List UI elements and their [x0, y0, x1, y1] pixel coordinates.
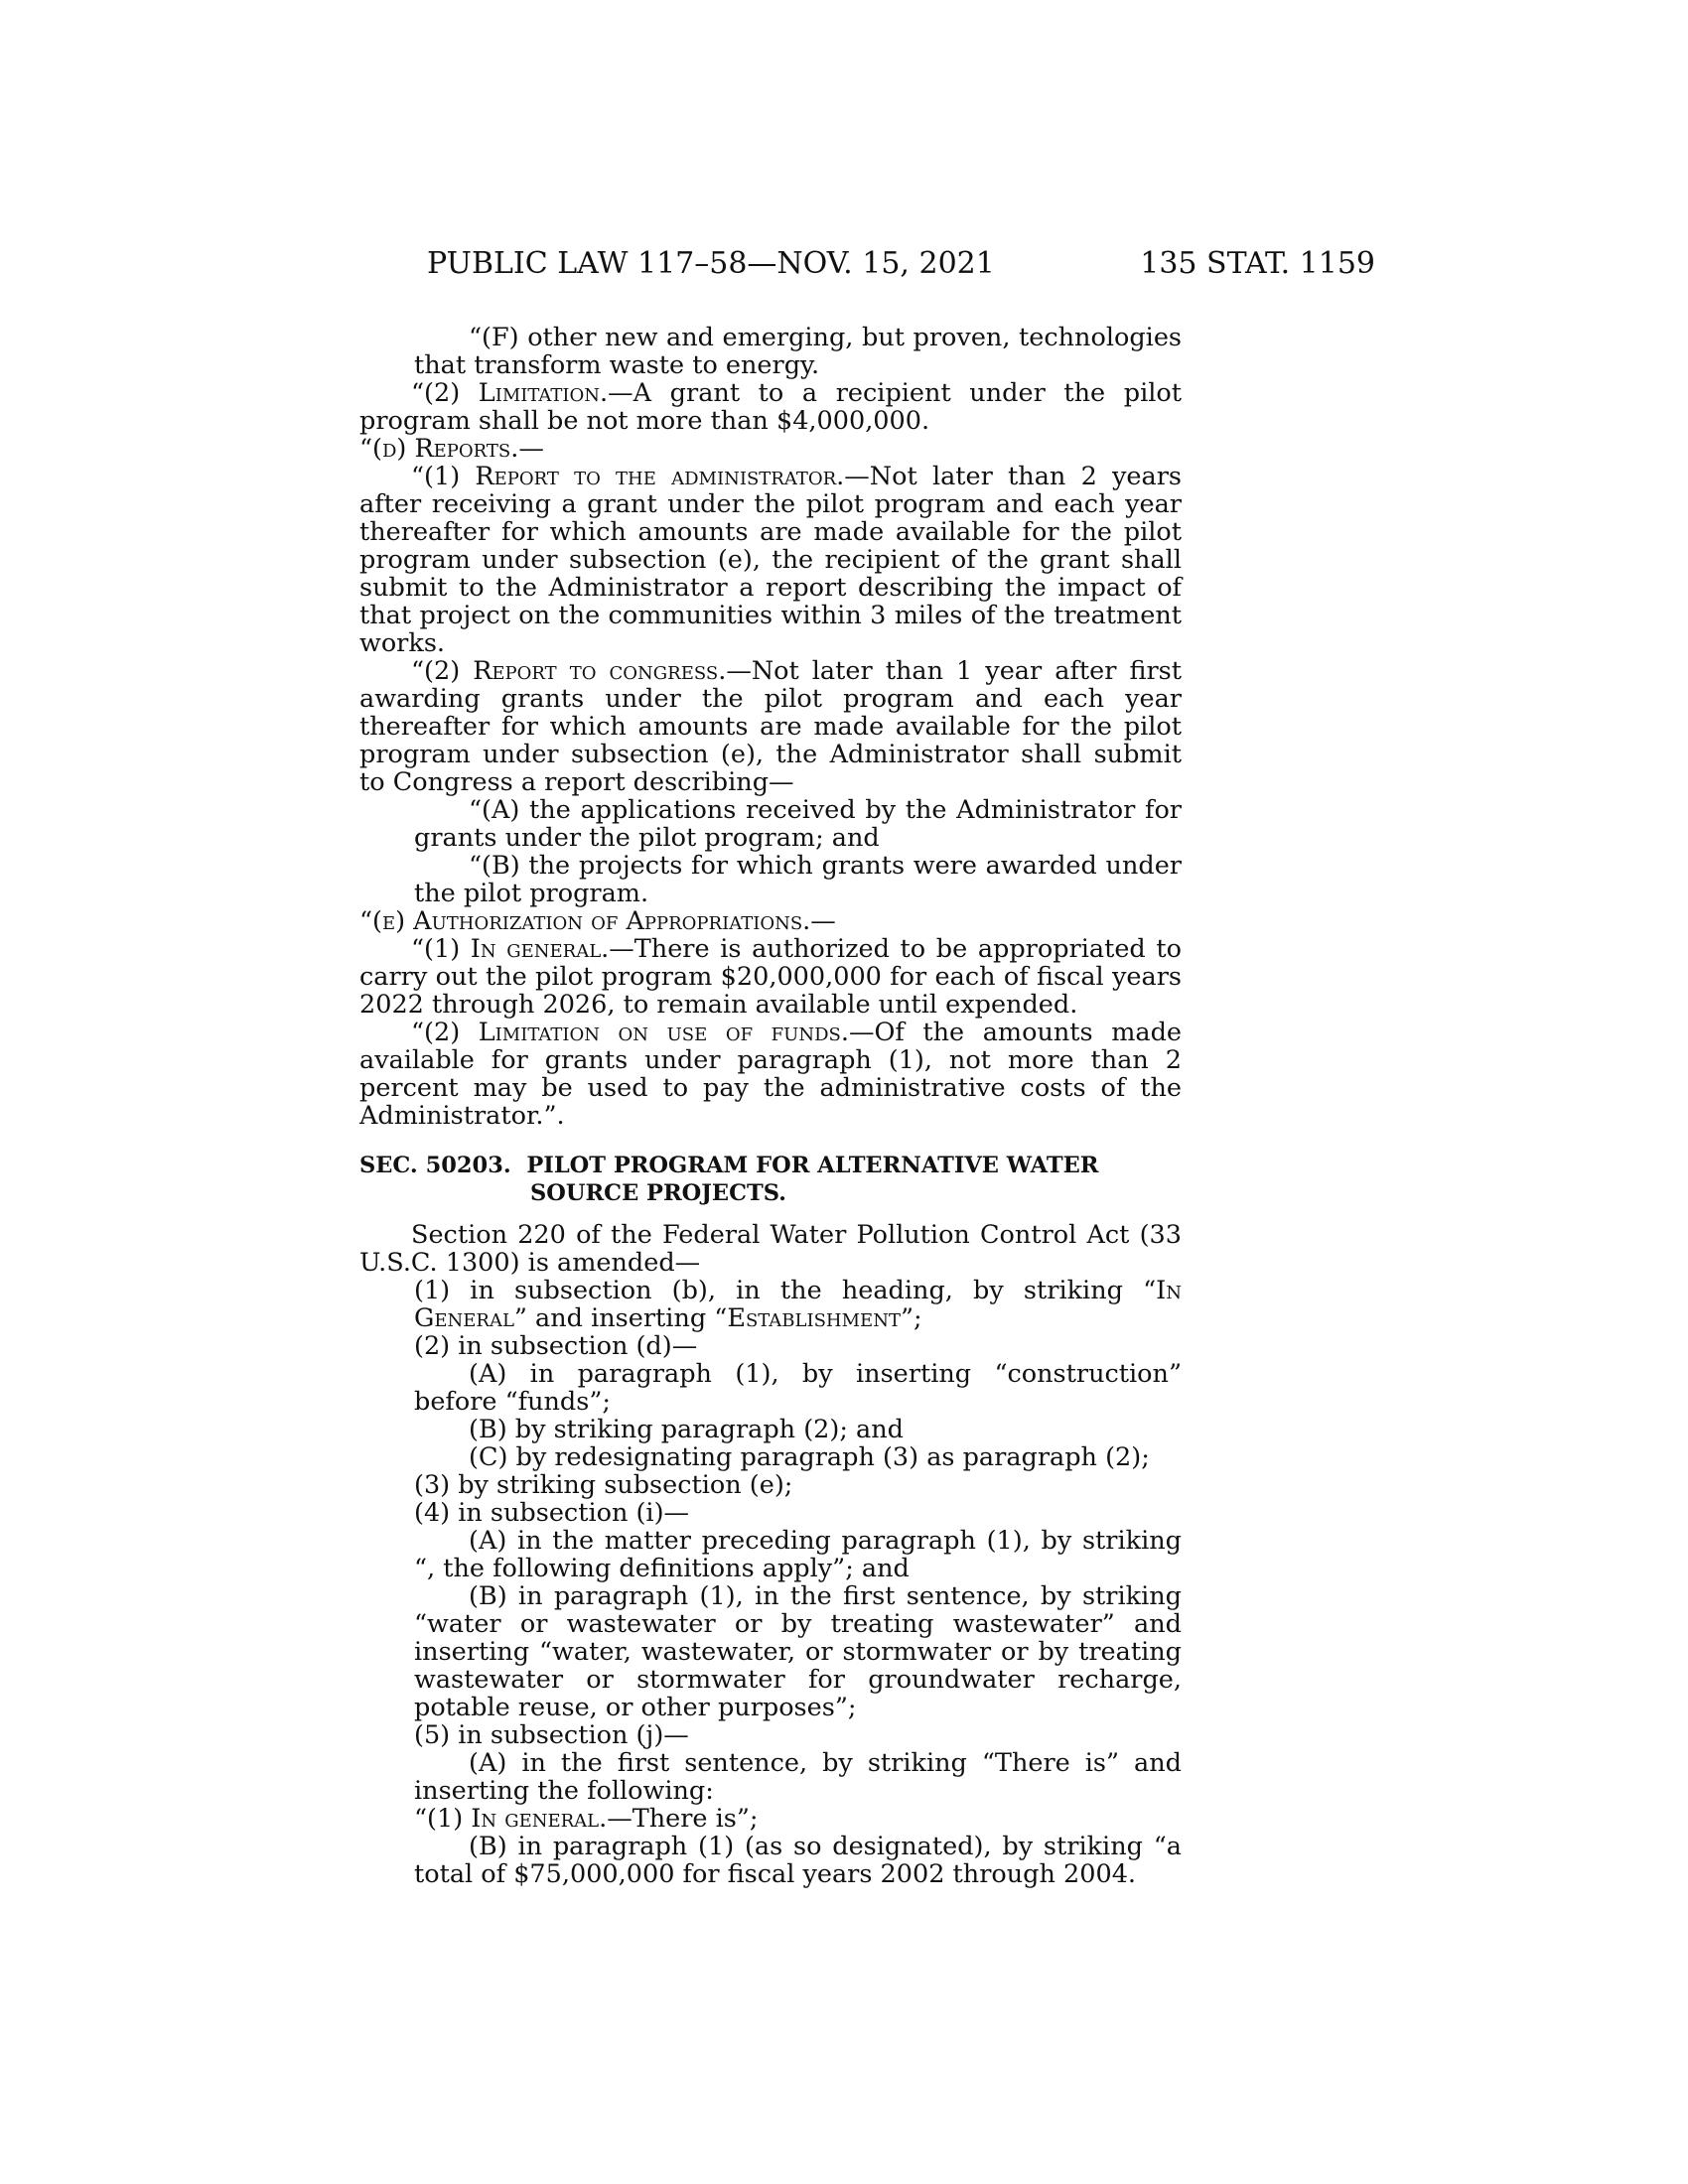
- paragraph-text: —Not later than 1 year after first awarding grants under the pilot program and each year thereafter for which amounts are made available for the pilot program under subsection (e), the Administrator shall submit to Congress a report describing—: [359, 656, 1182, 797]
- paragraph: [359, 463, 1182, 657]
- paragraph: (B) in paragraph (1) (as so designated), by striking “a total of $75,000,000 for fiscal years 2002 through 2004.: [414, 1832, 1182, 1889]
- small-caps-text: Establishment: [727, 1303, 901, 1333]
- paragraph: (3) by striking subsection (e);: [414, 1470, 793, 1500]
- paragraph-text: —There is”;: [607, 1804, 759, 1834]
- paragraph-text: —Not later than 2 years after receiving a grant under the pilot program and each year thereafter for which amounts are made available for the pilot program under subsection (e), the recipient of the grant shall submit to the Administrator a report describing the impact of that project on the communities within 3 miles of the treatment works.: [359, 462, 1183, 658]
- paragraph-text: —Of the amounts made available for grants under paragraph (1), not more than 2 percent may be used to pay the administrative costs of the Administrator.”.: [359, 1018, 1182, 1131]
- paragraph-heading: “(1) In general.: [411, 934, 610, 964]
- paragraph-heading: “(d) Reports.: [359, 434, 519, 464]
- paragraph-text: —: [810, 906, 836, 936]
- section-title: PILOT PROGRAM FOR ALTERNATIVE WATER SOURCE PROJECTS.: [526, 1153, 1099, 1206]
- paragraph-text: ” and inserting “: [513, 1303, 728, 1333]
- paragraph: “(A) the applications received by the Administrator for grants under the pilot program; and: [414, 795, 1182, 853]
- statute-page-number: 135 STAT. 1159: [1140, 246, 1375, 281]
- paragraph: “(F) other new and emerging, but proven, technologies that transform waste to energy.: [414, 323, 1182, 380]
- paragraph-text: —: [518, 434, 544, 464]
- paragraph-text: ”;: [900, 1303, 922, 1333]
- paragraph-heading: “(1) In general.: [414, 1804, 608, 1834]
- paragraph-heading: “(2) Limitation.: [411, 378, 609, 408]
- section-number: SEC. 50203.: [359, 1153, 511, 1178]
- paragraph-text: —A grant to a recipient under the pilot program shall be not more than $4,000,000.: [359, 378, 1182, 436]
- paragraph-heading: “(2) Limitation on use of funds.: [411, 1018, 849, 1047]
- paragraph: (A) in the first sentence, by striking “There is” and inserting the following:: [414, 1748, 1182, 1806]
- paragraph: (B) by striking paragraph (2); and: [469, 1415, 904, 1444]
- paragraph: [359, 1805, 1182, 1833]
- paragraph-text: (1) in subsection (b), in the heading, by striking “: [414, 1276, 1157, 1305]
- paragraph: [359, 1019, 1182, 1130]
- small-caps-text: In General: [414, 1276, 1182, 1333]
- paragraph-heading: “(2) Report to congress.: [411, 656, 727, 686]
- paragraph: Section 220 of the Federal Water Pollution Control Act (33 U.S.C. 1300) is amended—: [359, 1220, 1182, 1278]
- paragraph: (B) in paragraph (1), in the first sentence, by striking “water or wastewater or by treating wastewater” and inserting “water, wastewater, or stormwater or by treating wastewater or stormwater for groundwater recharge, potable reuse, or other purposes”;: [414, 1581, 1182, 1722]
- paragraph: (4) in subsection (i)—: [414, 1498, 690, 1528]
- paragraph: [359, 1277, 1182, 1332]
- paragraph: [359, 935, 1182, 1019]
- paragraph-text: —There is authorized to be appropriated to carry out the pilot program $20,000,000 for each of fiscal years 2022 through 2026, to remain available until expended.: [359, 934, 1182, 1020]
- paragraph: [359, 379, 1182, 435]
- paragraph-heading: “(1) Report to the administrator.: [411, 462, 845, 491]
- amendment-item: [414, 1277, 1182, 1332]
- paragraph: (A) in paragraph (1), by inserting “construction” before “funds”;: [414, 1359, 1182, 1417]
- paragraph: (2) in subsection (d)—: [414, 1331, 698, 1361]
- paragraph: “(B) the projects for which grants were awarded under the pilot program.: [414, 851, 1182, 908]
- document-body: [359, 324, 1182, 1888]
- section-heading: [359, 1152, 1182, 1207]
- running-head-title: PUBLIC LAW 117–58—NOV. 15, 2021: [427, 246, 995, 281]
- paragraph: (A) in the matter preceding paragraph (1), by striking “, the following definitions apply”; and: [414, 1526, 1182, 1583]
- paragraph: [359, 657, 1182, 796]
- paragraph: (C) by redesignating paragraph (3) as paragraph (2);: [469, 1442, 1150, 1472]
- paragraph: [359, 907, 1182, 935]
- paragraph: [359, 435, 1182, 463]
- page-header: [427, 242, 1375, 286]
- paragraph-heading: “(e) Authorization of Appropriations.: [359, 906, 811, 936]
- paragraph: (5) in subsection (j)—: [414, 1720, 689, 1750]
